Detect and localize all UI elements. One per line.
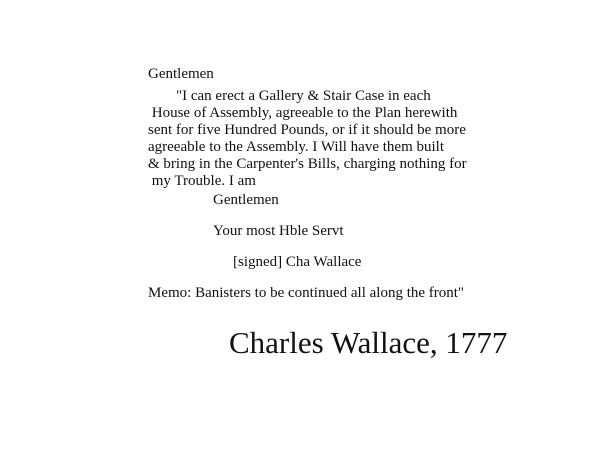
body-line-4: agreeable to the Assembly. I Will have them built [148, 139, 444, 155]
body-line-2: House of Assembly, agreeable to the Plan herewith [148, 105, 458, 121]
signature: [signed] Cha Wallace [233, 254, 362, 270]
body-line-3: sent for five Hundred Pounds, or if it should be more [148, 122, 466, 138]
memo: Memo: Banisters to be continued all along the front" [148, 285, 465, 301]
salutation: Gentlemen [148, 66, 214, 82]
body-line-5: & bring in the Carpenter's Bills, charging nothing for [148, 156, 467, 172]
closing-salutation: Gentlemen [213, 192, 279, 208]
body-line-6: my Trouble. I am [148, 173, 256, 189]
closing: Your most Hble Servt [213, 223, 344, 239]
body-line-1: "I can erect a Gallery & Stair Case in each [176, 88, 431, 104]
caption-title: Charles Wallace, 1777 [229, 325, 508, 360]
